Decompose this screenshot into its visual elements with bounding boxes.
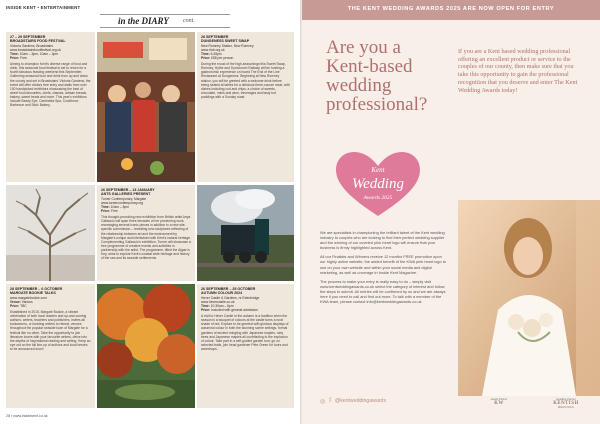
- listing-url[interactable]: www.hevercastle.co.uk: [201, 299, 235, 304]
- listing-url[interactable]: www.broadstairsfoodfestival.org.uk: [10, 47, 61, 52]
- listing-date: 28 SEPTEMBER – 6 OCTOBER: [10, 287, 63, 291]
- listing-dungeness-sweet-swap: [197, 32, 294, 182]
- kent-wedding-awards-logo: [332, 150, 424, 220]
- listing-body: This thought-provoking new exhibition from British artist Anya Gallaccio will span three decades of her pioneering work, rearranging several iconic pieces in addition to a new site-specific commission – revealing new sculptures reflecting of the relationship between art and the environment by Margate's unique and intertwined with Kent's natural heritage. Complementing Gallaccio's exhibition, Turner will showcase a free programme of creative events and activities in partnership with the artist. The programme, titled the Algae is Key, aims to explore Kent's coastal wide heritage and history of the sea and its seaside settlements.: [101, 215, 191, 261]
- section-title-main: in the DIARY: [118, 16, 169, 26]
- listing-price: Price: £58 per person: [201, 56, 234, 61]
- section-title-cont: cont.: [183, 18, 195, 24]
- listing-date: 26 SEPTEMBER – 25 OCTOBER: [201, 287, 256, 291]
- listing-turner-contemporary: [97, 185, 195, 281]
- listing-margate-bookie: [6, 284, 95, 408]
- advert-paragraph: The process to make your entry is really easy to do – simply visit www.kentweddingawards.co.uk select the category of interest and follow the steps to submit. All entries will be confirmed by us and we are always here if you need to call and find out more. To talk with a member of the KWA team, please contact info@kentweddingawards.co.uk: [320, 278, 446, 305]
- listing-venue: Turner Contemporary, Margate: [101, 196, 147, 201]
- listing-price: Price: Included with general admission: [201, 308, 259, 313]
- listing-venue: Venue: Various: [10, 299, 33, 304]
- section-title: [100, 14, 230, 28]
- headline-partner-sub: WEDDINGS: [557, 406, 575, 409]
- award-partner-name: KW: [494, 401, 504, 406]
- headline-partner-name: KENTISH: [553, 401, 579, 406]
- listing-name: AUTUMN COLOUR 2024: [201, 291, 243, 296]
- listing-url[interactable]: www.turnercontemporary.org: [101, 200, 144, 205]
- awards-banner: [302, 0, 600, 20]
- listing-hever-autumn-colour: [197, 284, 294, 408]
- advert-paragraph: All our Finalists and Winners receive 12 months FREE promotion upon our highly active website, the added benefit of the KWA pink heart logo to use on your own website and within your social media and digital marketing, as well as coverage in Inside Kent Magazine.: [320, 254, 446, 275]
- steam-train-photo: [197, 185, 294, 281]
- listing-body: A visit to Hever Castle in the autumn is a tradition when the season is a bouquet of colours at the castle turns a rural shade of red. Explore to be greeted with glorious displays of autumnal colour in both the stunning scene settings, formal gardens of ancient mingling with Japanese maples, ruby trees and Japanese maples all contributing to the explosion of colour. Take part in a self-guided garden tour, go on selected trails, join head gardener Pete Green for tours and workshops.: [201, 314, 289, 351]
- listing-name: DUNGENESS SWEET SWAP: [201, 39, 250, 44]
- advert-body: [320, 230, 446, 308]
- listing-date: 27 – 29 SEPTEMBER: [10, 35, 46, 39]
- listing-price: Price: Free: [10, 56, 27, 61]
- advert-paragraph: We are specialists in championing the brilliant talent of the Kent wedding industry to couples who are looking to find their perfect wedding supplier and the winning of our coveted pink heart logo will ensure that your business is firmly highlighted across Kent.: [320, 230, 445, 251]
- listing-time: Time: 10am – 6pm, 10am – 4pm: [10, 52, 59, 56]
- listing-date: 28 SEPTEMBER: [201, 35, 229, 39]
- art-installation-photo: [6, 185, 95, 281]
- listing-body: Established in 2015, Margate Bookie, a vibrant celebration of both local readers and up-and-coming authors, writers, teachers and publishers, invites all bookworms, or budding writers to retreat, venues throughout the popular seaside town of Margate for a festival like no other. Take the opportunity to join literature lovers with your favourite writers, delve into the depths of inspirational reading and writing. Keep an eye out on the full line-up of authors and local heroes to be announced soon!: [10, 310, 91, 351]
- listing-date: 26 SEPTEMBER – 13 JANUARY: [101, 188, 155, 192]
- logo-main-text: Wedding: [352, 176, 404, 192]
- autumn-garden-photo: [97, 284, 195, 408]
- listing-body: Aiming to champion Kent's diverse range of food and drink, this seasonal food festival is set to return for a fourth fabulous feasting weekend this September. Gathering seasonal food and drink from up and down the county and set in Broadstairs' Victoria Gardens, the event will offer visitors free entry and stalls from over 100 handpicked exhibitors showcasing the best of street food favourites, chefs, classes, artisan breads, bakery, sweet treats and more. This year's exhibitors include Beady Eye, Cantinetta Spa, Cockthrow Barbecue and Stoic Bakery.: [10, 62, 91, 108]
- listing-price: Price: TBC: [10, 304, 27, 308]
- listing-body: During the mood of the high-seasonings this Sweet Swap, Romney, Hythe and Dymchurch Railway will be hosting a gastronomic experience on board The End of the Line Restaurant at Dungeness. Beginning at New Romney station, you will be greeted with a welcome drink before being seated at tables for a delicious three-course meal, with dishes including cod and chips, a choice of sweets, chocolate, mints and wine, beverages and tasty hot puddings with a Sunday roast.: [201, 62, 290, 99]
- headline-partner-logo: [538, 398, 594, 409]
- instagram-icon[interactable]: ◎: [320, 398, 326, 405]
- listing-time: Time: 6.45pm: [201, 52, 222, 56]
- logo-top-text: Kent: [371, 166, 385, 174]
- headline-partner-label: Headline Partner: [556, 398, 576, 401]
- award-partner-label: Award Partner: [490, 398, 508, 401]
- listing-venue: Hever Castle & Gardens, nr Edenbridge: [201, 295, 260, 300]
- listing-name: BROADSTAIRS FOOD FESTIVAL: [10, 39, 66, 44]
- advert-intro: If you are a Kent based wedding professional offering an excellent product or service to the couples of our county, then make sure that you take this opportunity to gain the professional recognition that you deserve and enter The Kent Wedding Awards today!: [458, 48, 578, 94]
- facebook-icon[interactable]: f: [329, 398, 331, 404]
- advert-headline: Are you a Kent-based wedding professional?: [326, 37, 428, 115]
- page-folio: 28 • www.insidekent.co.uk: [6, 414, 48, 418]
- awards-banner-text: THE KENT WEDDING AWARDS 2025 ARE NOW OPEN FOR ENTRY: [347, 6, 555, 12]
- listing-time: Time: 10am – 5pm: [101, 205, 129, 209]
- listing-venue: New Romney Station, New Romney: [201, 43, 254, 48]
- listing-time: Time: 10.30am – 6pm: [201, 304, 234, 308]
- listing-name: ANTS GALLERIES PRESENT: [101, 192, 151, 197]
- listing-broadstairs-food-festival: [6, 32, 95, 182]
- listing-url[interactable]: www.rhdr.org.uk: [201, 47, 225, 52]
- social-handle[interactable]: @kentweddingawards: [334, 398, 387, 404]
- listing-name: MARGATE BOOKIE TALKS: [10, 291, 56, 296]
- listing-venue: Victoria Gardens, Broadstairs: [10, 43, 54, 48]
- listing-price: Price: Free: [101, 209, 118, 214]
- right-page-advert: [302, 0, 600, 424]
- food-festival-photo: [97, 32, 195, 182]
- social-links: [320, 396, 386, 406]
- logo-bottom-text: Awards 2025: [363, 195, 393, 201]
- masthead: INSIDE KENT • ENTERTAINMENT: [6, 5, 81, 10]
- bride-photo: [458, 200, 600, 396]
- listing-url[interactable]: www.margatebookie.com: [10, 295, 47, 300]
- award-partner-logo: [474, 398, 524, 406]
